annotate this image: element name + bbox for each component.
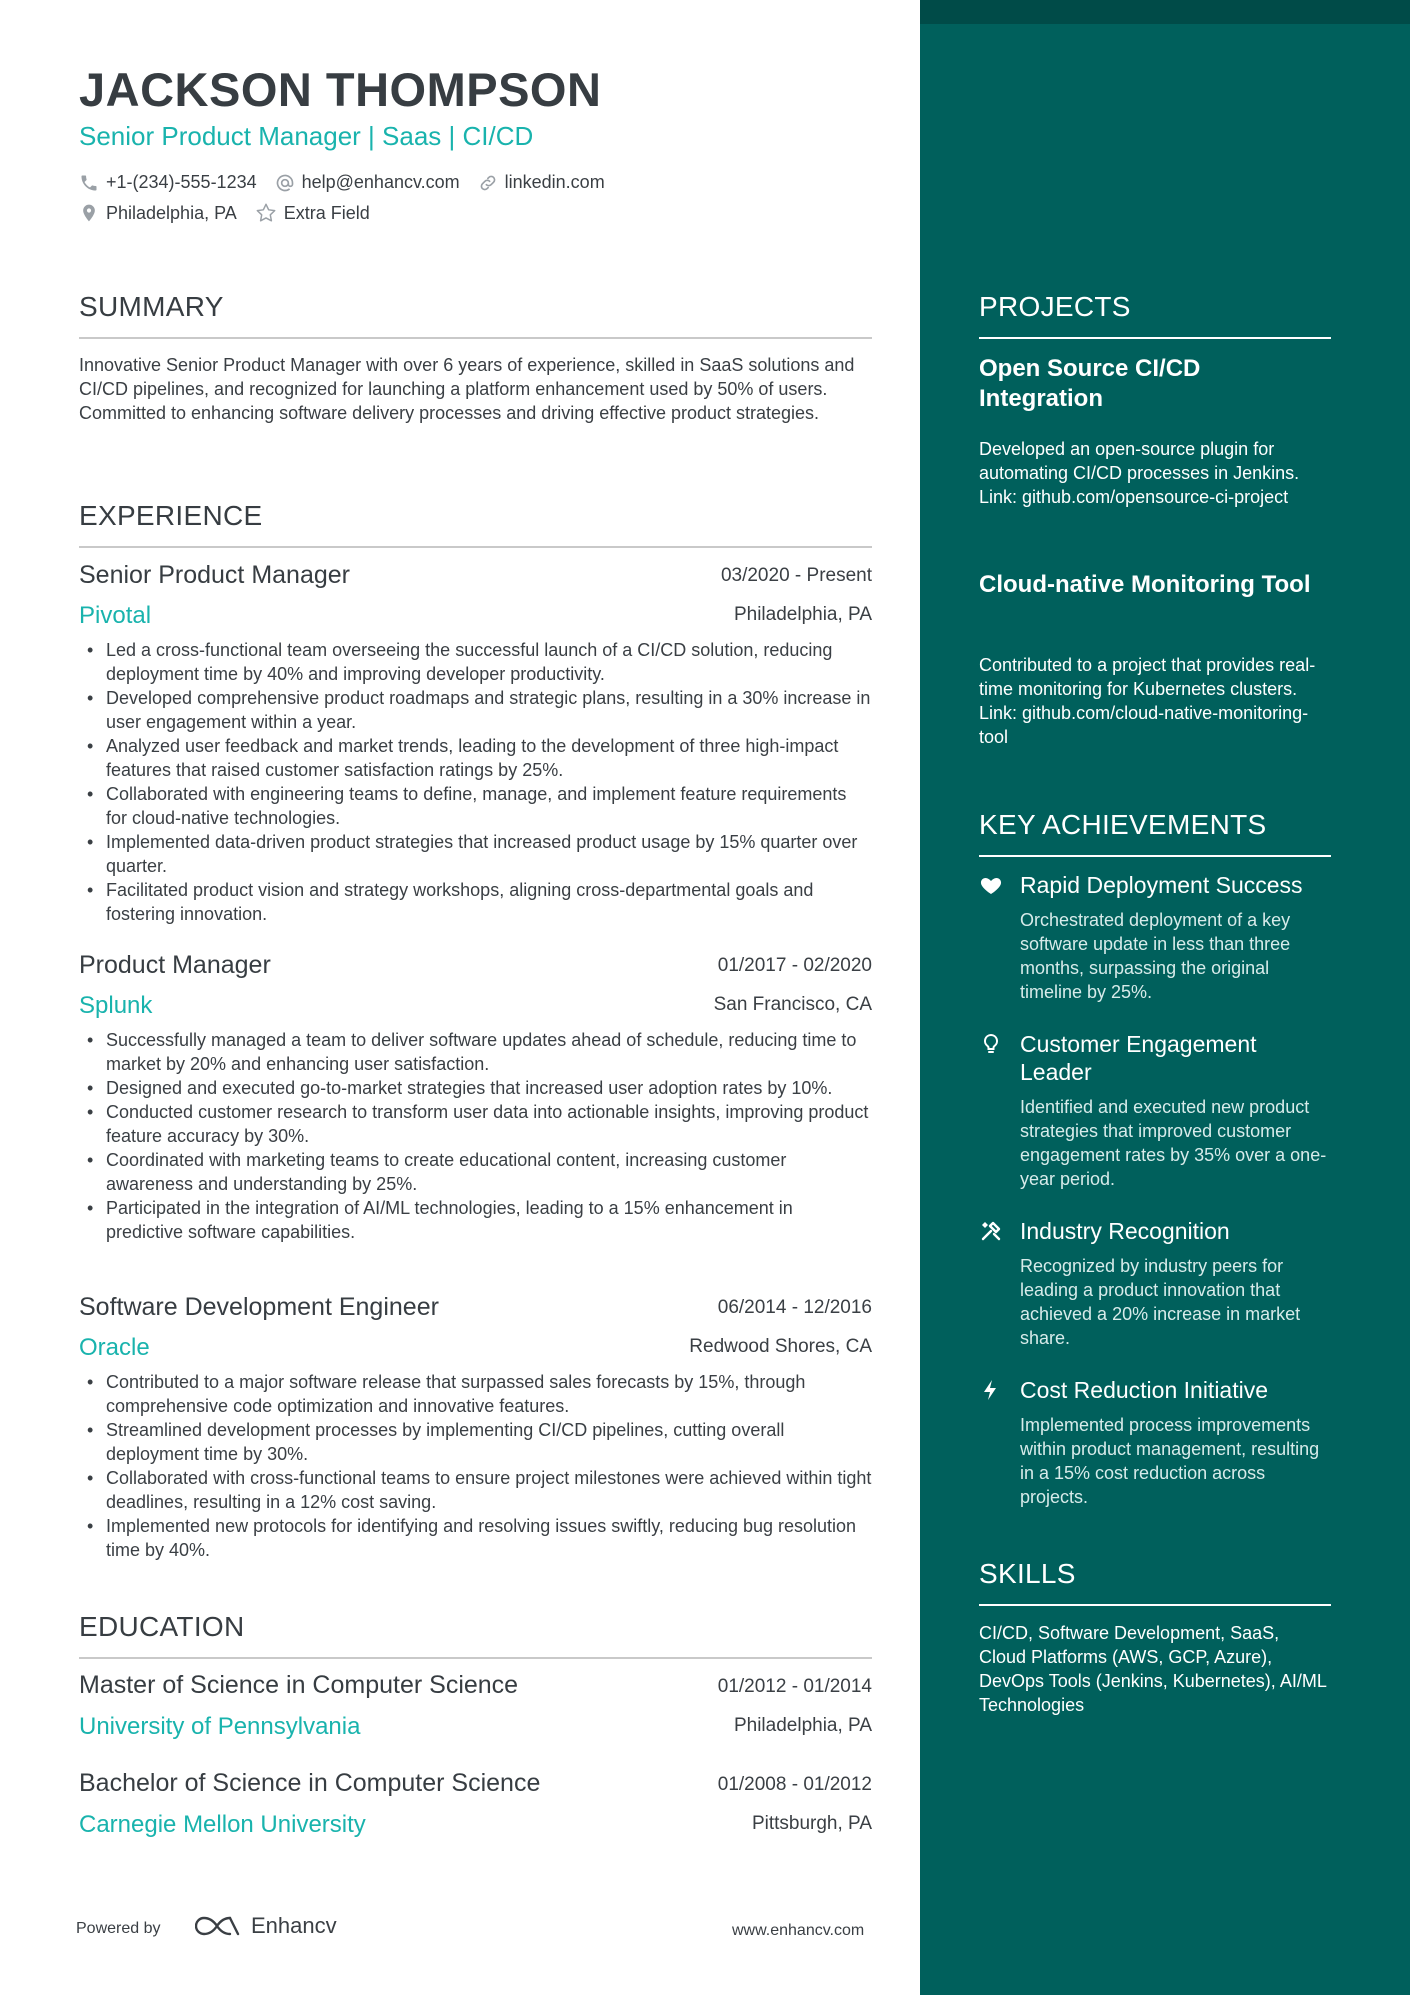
sidebar-top-band xyxy=(920,0,1410,24)
footer-url[interactable]: www.enhancv.com xyxy=(732,1922,865,1939)
at-icon xyxy=(275,173,295,193)
school-name: University of Pennsylvania xyxy=(79,1713,361,1740)
star-icon xyxy=(255,202,277,224)
projects-divider xyxy=(979,337,1331,339)
linkedin-text: linkedin.com xyxy=(504,172,605,192)
project-description: Contributed to a project that provides real-time monitoring for Kubernetes clusters. Link: github.com/cloud-native-monitoring-tool xyxy=(979,655,1316,747)
bullet-item: • Contributed to a major software release that surpassed sales forecasts by 15%, through comprehensive code optimization and innovative features. xyxy=(79,1370,872,1418)
achievements-title: KEY ACHIEVEMENTS xyxy=(979,809,1267,840)
achievement-title: Industry Recognition xyxy=(1020,1218,1230,1244)
lightning-icon xyxy=(979,1378,1003,1402)
extra-text: Extra Field xyxy=(283,202,370,223)
project-title: Cloud-native Monitoring Tool xyxy=(979,571,1311,598)
job-title: Senior Product Manager xyxy=(79,561,350,589)
bullet-item: • Developed comprehensive product roadmaps and strategic plans, resulting in a 30% increase in user engagement within a year. xyxy=(79,686,872,734)
contact-phone xyxy=(79,172,257,193)
bullet-item: • Facilitated product vision and strategy workshops, aligning cross-departmental goals and fostering innovation. xyxy=(79,878,872,926)
skills-divider xyxy=(979,1604,1331,1606)
bullet-item: • Analyzed user feedback and market trends, leading to the development of three high-impact features that raised customer satisfaction ratings by 25%. xyxy=(79,734,872,782)
summary-divider xyxy=(79,337,872,339)
location-pin-icon xyxy=(79,203,99,223)
contact-extra xyxy=(255,202,370,224)
education-title: EDUCATION xyxy=(79,1611,245,1642)
company-name: Pivotal xyxy=(79,602,152,629)
job-bullets xyxy=(79,1370,872,1562)
education-location: Pittsburgh, PA xyxy=(751,1813,872,1834)
enhancv-logo[interactable] xyxy=(195,1913,337,1939)
bullet-item: • Led a cross-functional team overseeing the successful launch of a CI/CD solution, reducing deployment time by 40% and improving developer productivity. xyxy=(79,638,872,686)
projects-title: PROJECTS xyxy=(979,291,1131,322)
achievement-title: Cost Reduction Initiative xyxy=(1020,1377,1269,1403)
education-location: Philadelphia, PA xyxy=(733,1715,872,1736)
contact-location xyxy=(79,203,237,224)
job-bullets xyxy=(79,1028,872,1244)
job-dates: 01/2017 - 02/2020 xyxy=(717,955,872,976)
enhancv-logo-icon xyxy=(195,1914,241,1938)
education-dates: 01/2012 - 01/2014 xyxy=(717,1676,872,1697)
summary-text: Innovative Senior Product Manager with over 6 years of experience, skilled in SaaS solutions and CI/CD pipelines, and recognized for launching a platform enhancement used by 50% of users. Committed to enhancing software delivery processes and driving effective product strategies. xyxy=(79,355,855,423)
skills-title: SKILLS xyxy=(979,1558,1076,1589)
experience-title: EXPERIENCE xyxy=(79,500,263,531)
heart-icon xyxy=(979,873,1003,897)
location-text: Philadelphia, PA xyxy=(106,202,237,223)
job-location: Philadelphia, PA xyxy=(733,604,872,625)
achievement-title: Customer Engagement Leader xyxy=(1020,1031,1257,1085)
enhancv-brand-text: Enhancv xyxy=(251,1913,337,1938)
bullet-item: • Streamlined development processes by implementing CI/CD pipelines, cutting overall deployment time by 30%. xyxy=(79,1418,872,1466)
candidate-name: JACKSON THOMPSON xyxy=(79,63,602,116)
achievement-description: Recognized by industry peers for leading a product innovation that achieved a 20% increase in market share. xyxy=(1020,1256,1301,1348)
contact-row-1 xyxy=(79,172,623,193)
contact-row-2 xyxy=(79,202,388,224)
job-dates: 03/2020 - Present xyxy=(720,565,872,586)
lightbulb-icon xyxy=(979,1032,1003,1056)
job-location: Redwood Shores, CA xyxy=(689,1336,872,1357)
bullet-item: • Conducted customer research to transform user data into actionable insights, improving product feature accuracy by 30%. xyxy=(79,1100,872,1148)
bullet-item: • Collaborated with engineering teams to define, manage, and implement feature requirements for cloud-native technologies. xyxy=(79,782,872,830)
degree-title: Master of Science in Computer Science xyxy=(79,1671,519,1699)
bullet-item: • Designed and executed go-to-market strategies that increased user adoption rates by 10%. xyxy=(79,1076,872,1100)
headline: Senior Product Manager | Saas | CI/CD xyxy=(79,121,534,151)
company-name: Splunk xyxy=(79,992,153,1019)
phone-text: +1-(234)-555-1234 xyxy=(106,172,257,192)
phone-icon xyxy=(79,173,99,193)
achievement-description: Identified and executed new product strategies that improved customer engagement rates by 35% over a one-year period. xyxy=(1020,1097,1327,1189)
project-description: Developed an open-source plugin for automating CI/CD processes in Jenkins. Link: github.com/opensource-ci-project xyxy=(979,439,1300,507)
achievements-divider xyxy=(979,855,1331,857)
achievement-title: Rapid Deployment Success xyxy=(1020,872,1303,898)
bullet-item: • Coordinated with marketing teams to create educational content, increasing customer awareness and understanding by 25%. xyxy=(79,1148,872,1196)
powered-by-label: Powered by xyxy=(76,1920,161,1937)
summary-title: SUMMARY xyxy=(79,291,224,322)
bullet-item: • Successfully managed a team to deliver software updates ahead of schedule, reducing time to market by 20% and enhancing user satisfaction. xyxy=(79,1028,872,1076)
contact-email[interactable] xyxy=(275,172,460,193)
company-name: Oracle xyxy=(79,1334,150,1361)
email-text: help@enhancv.com xyxy=(301,172,460,192)
degree-title: Bachelor of Science in Computer Science xyxy=(79,1769,541,1797)
tools-icon xyxy=(979,1219,1003,1243)
job-dates: 06/2014 - 12/2016 xyxy=(717,1297,872,1318)
job-location: San Francisco, CA xyxy=(713,994,872,1015)
bullet-item: • Participated in the integration of AI/ML technologies, leading to a 15% enhancement in predictive software capabilities. xyxy=(79,1196,872,1244)
bullet-item: • Implemented new protocols for identifying and resolving issues swiftly, reducing bug resolution time by 40%. xyxy=(79,1514,872,1562)
education-dates: 01/2008 - 01/2012 xyxy=(717,1774,872,1795)
skills-text: CI/CD, Software Development, SaaS, Cloud Platforms (AWS, GCP, Azure), DevOps Tools (Jenkins, Kubernetes), AI/ML Technologies xyxy=(979,1623,1327,1715)
achievement-description: Implemented process improvements within product management, resulting in a 15% cost reduction across projects. xyxy=(1020,1415,1320,1507)
job-title: Software Development Engineer xyxy=(79,1293,439,1321)
experience-divider xyxy=(79,546,872,548)
job-bullets xyxy=(79,638,872,926)
contact-linkedin[interactable] xyxy=(478,172,605,193)
link-icon xyxy=(478,173,498,193)
bullet-item: • Implemented data-driven product strategies that increased product usage by 15% quarter over quarter. xyxy=(79,830,872,878)
project-title: Open Source CI/CD Integration xyxy=(979,355,1201,412)
bullet-item: • Collaborated with cross-functional teams to ensure project milestones were achieved within tight deadlines, resulting in a 12% cost saving. xyxy=(79,1466,872,1514)
education-divider xyxy=(79,1657,872,1659)
achievement-description: Orchestrated deployment of a key software update in less than three months, surpassing the original timeline by 25%. xyxy=(1020,910,1291,1002)
job-title: Product Manager xyxy=(79,951,271,979)
school-name: Carnegie Mellon University xyxy=(79,1811,366,1838)
